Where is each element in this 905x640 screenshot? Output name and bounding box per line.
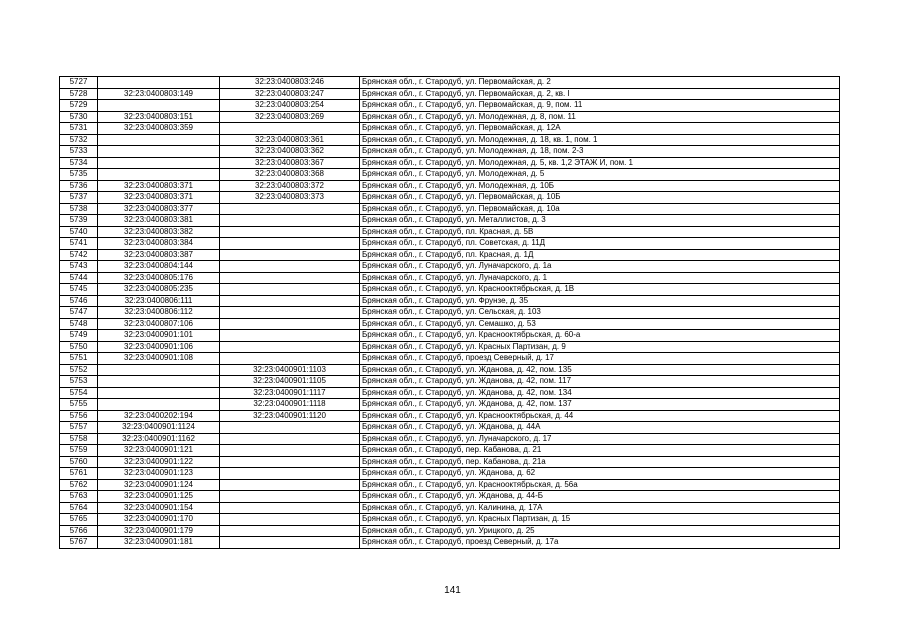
building-cadastral-cell — [220, 445, 360, 457]
building-cadastral-cell: 32:23:0400803:362 — [220, 146, 360, 158]
row-number-cell: 5756 — [60, 410, 98, 422]
address-cell: Брянская обл., г. Стародуб, ул. Красных Партизан, д. 9 — [360, 341, 840, 353]
table-row — [60, 330, 840, 342]
row-number-cell: 5746 — [60, 295, 98, 307]
table-row — [60, 514, 840, 526]
row-number-cell: 5757 — [60, 422, 98, 434]
table-row — [60, 422, 840, 434]
table-row — [60, 456, 840, 468]
page-number: 141 — [444, 585, 461, 596]
parcel-cadastral-cell: 32:23:0400803:371 — [98, 180, 220, 192]
parcel-cadastral-cell: 32:23:0400901:106 — [98, 341, 220, 353]
table-row — [60, 249, 840, 261]
row-number-cell: 5743 — [60, 261, 98, 273]
row-number-cell: 5766 — [60, 525, 98, 537]
address-cell: Брянская обл., г. Стародуб, ул. Сельская, д. 103 — [360, 307, 840, 319]
table-row — [60, 445, 840, 457]
building-cadastral-cell — [220, 502, 360, 514]
building-cadastral-cell: 32:23:0400901:1103 — [220, 364, 360, 376]
property-table-body — [60, 77, 840, 549]
building-cadastral-cell — [220, 318, 360, 330]
address-cell: Брянская обл., г. Стародуб, ул. Первомайская, д. 12А — [360, 123, 840, 135]
table-row — [60, 100, 840, 112]
address-cell: Брянская обл., г. Стародуб, ул. Жданова, д. 42, пом. 134 — [360, 387, 840, 399]
building-cadastral-cell: 32:23:0400803:246 — [220, 77, 360, 89]
building-cadastral-cell — [220, 261, 360, 273]
address-cell: Брянская обл., г. Стародуб, ул. Луначарского, д. 17 — [360, 433, 840, 445]
address-cell: Брянская обл., г. Стародуб, ул. Первомайская, д. 10Б — [360, 192, 840, 204]
table-row — [60, 318, 840, 330]
address-cell: Брянская обл., г. Стародуб, ул. Металлистов, д. 3 — [360, 215, 840, 227]
parcel-cadastral-cell — [98, 146, 220, 158]
parcel-cadastral-cell: 32:23:0400803:381 — [98, 215, 220, 227]
address-cell: Брянская обл., г. Стародуб, ул. Фрунзе, д. 35 — [360, 295, 840, 307]
building-cadastral-cell — [220, 249, 360, 261]
row-number-cell: 5733 — [60, 146, 98, 158]
parcel-cadastral-cell — [98, 134, 220, 146]
building-cadastral-cell — [220, 307, 360, 319]
building-cadastral-cell: 32:23:0400901:1118 — [220, 399, 360, 411]
address-cell: Брянская обл., г. Стародуб, ул. Краснооктябрьская, д. 1В — [360, 284, 840, 296]
building-cadastral-cell — [220, 433, 360, 445]
building-cadastral-cell: 32:23:0400803:247 — [220, 88, 360, 100]
table-row — [60, 146, 840, 158]
address-cell: Брянская обл., г. Стародуб, ул. Краснооктябрьская, д. 56а — [360, 479, 840, 491]
parcel-cadastral-cell: 32:23:0400901:122 — [98, 456, 220, 468]
table-row — [60, 226, 840, 238]
parcel-cadastral-cell: 32:23:0400901:1124 — [98, 422, 220, 434]
building-cadastral-cell: 32:23:0400901:1105 — [220, 376, 360, 388]
address-cell: Брянская обл., г. Стародуб, ул. Жданова, д. 62 — [360, 468, 840, 480]
building-cadastral-cell: 32:23:0400803:372 — [220, 180, 360, 192]
table-row — [60, 77, 840, 89]
building-cadastral-cell — [220, 422, 360, 434]
parcel-cadastral-cell: 32:23:0400803:371 — [98, 192, 220, 204]
building-cadastral-cell: 32:23:0400803:269 — [220, 111, 360, 123]
table-row — [60, 491, 840, 503]
address-cell: Брянская обл., г. Стародуб, ул. Молодежная, д. 18, пом. 2-3 — [360, 146, 840, 158]
building-cadastral-cell: 32:23:0400803:361 — [220, 134, 360, 146]
parcel-cadastral-cell: 32:23:0400804:144 — [98, 261, 220, 273]
row-number-cell: 5765 — [60, 514, 98, 526]
parcel-cadastral-cell: 32:23:0400901:179 — [98, 525, 220, 537]
parcel-cadastral-cell: 32:23:0400803:387 — [98, 249, 220, 261]
parcel-cadastral-cell: 32:23:0400806:111 — [98, 295, 220, 307]
table-row — [60, 111, 840, 123]
building-cadastral-cell: 32:23:0400901:1117 — [220, 387, 360, 399]
building-cadastral-cell — [220, 468, 360, 480]
table-row — [60, 387, 840, 399]
address-cell: Брянская обл., г. Стародуб, проезд Северный, д. 17 — [360, 353, 840, 365]
row-number-cell: 5729 — [60, 100, 98, 112]
parcel-cadastral-cell: 32:23:0400901:1162 — [98, 433, 220, 445]
row-number-cell: 5758 — [60, 433, 98, 445]
address-cell: Брянская обл., г. Стародуб, ул. Луначарского, д. 1а — [360, 261, 840, 273]
row-number-cell: 5740 — [60, 226, 98, 238]
parcel-cadastral-cell: 32:23:0400803:377 — [98, 203, 220, 215]
table-row — [60, 376, 840, 388]
table-row — [60, 215, 840, 227]
parcel-cadastral-cell: 32:23:0400807:106 — [98, 318, 220, 330]
parcel-cadastral-cell: 32:23:0400805:176 — [98, 272, 220, 284]
building-cadastral-cell: 32:23:0400803:368 — [220, 169, 360, 181]
table-row — [60, 169, 840, 181]
building-cadastral-cell — [220, 479, 360, 491]
parcel-cadastral-cell — [98, 387, 220, 399]
parcel-cadastral-cell — [98, 169, 220, 181]
parcel-cadastral-cell: 32:23:0400901:124 — [98, 479, 220, 491]
table-row — [60, 433, 840, 445]
row-number-cell: 5751 — [60, 353, 98, 365]
table-row — [60, 399, 840, 411]
row-number-cell: 5737 — [60, 192, 98, 204]
address-cell: Брянская обл., г. Стародуб, ул. Красных Партизан, д. 15 — [360, 514, 840, 526]
address-cell: Брянская обл., г. Стародуб, ул. Молодежная, д. 5 — [360, 169, 840, 181]
row-number-cell: 5738 — [60, 203, 98, 215]
parcel-cadastral-cell: 32:23:0400803:151 — [98, 111, 220, 123]
parcel-cadastral-cell — [98, 376, 220, 388]
table-row — [60, 272, 840, 284]
building-cadastral-cell — [220, 525, 360, 537]
building-cadastral-cell: 32:23:0400803:373 — [220, 192, 360, 204]
building-cadastral-cell — [220, 341, 360, 353]
address-cell: Брянская обл., г. Стародуб, ул. Молодежная, д. 5, кв. 1,2 ЭТАЖ И, пом. 1 — [360, 157, 840, 169]
address-cell: Брянская обл., г. Стародуб, ул. Жданова, д. 42, пом. 117 — [360, 376, 840, 388]
address-cell: Брянская обл., г. Стародуб, пл. Советская, д. 11Д — [360, 238, 840, 250]
table-row — [60, 123, 840, 135]
parcel-cadastral-cell: 32:23:0400901:125 — [98, 491, 220, 503]
table-row — [60, 468, 840, 480]
building-cadastral-cell — [220, 284, 360, 296]
parcel-cadastral-cell: 32:23:0400803:382 — [98, 226, 220, 238]
row-number-cell: 5727 — [60, 77, 98, 89]
address-cell: Брянская обл., г. Стародуб, ул. Семашко, д. 53 — [360, 318, 840, 330]
table-row — [60, 537, 840, 549]
row-number-cell: 5754 — [60, 387, 98, 399]
table-row — [60, 261, 840, 273]
address-cell: Брянская обл., г. Стародуб, ул. Краснооктябрьская, д. 44 — [360, 410, 840, 422]
parcel-cadastral-cell — [98, 77, 220, 89]
parcel-cadastral-cell — [98, 399, 220, 411]
row-number-cell: 5735 — [60, 169, 98, 181]
row-number-cell: 5753 — [60, 376, 98, 388]
address-cell: Брянская обл., г. Стародуб, проезд Северный, д. 17а — [360, 537, 840, 549]
row-number-cell: 5749 — [60, 330, 98, 342]
address-cell: Брянская обл., г. Стародуб, ул. Молодежная, д. 10Б — [360, 180, 840, 192]
row-number-cell: 5730 — [60, 111, 98, 123]
table-row — [60, 353, 840, 365]
parcel-cadastral-cell: 32:23:0400806:112 — [98, 307, 220, 319]
parcel-cadastral-cell — [98, 364, 220, 376]
address-cell: Брянская обл., г. Стародуб, пл. Красная, д. 1Д — [360, 249, 840, 261]
table-row — [60, 203, 840, 215]
table-row — [60, 364, 840, 376]
table-row — [60, 295, 840, 307]
parcel-cadastral-cell: 32:23:0400901:121 — [98, 445, 220, 457]
parcel-cadastral-cell: 32:23:0400805:235 — [98, 284, 220, 296]
row-number-cell: 5747 — [60, 307, 98, 319]
address-cell: Брянская обл., г. Стародуб, пер. Кабанова, д. 21 — [360, 445, 840, 457]
building-cadastral-cell — [220, 456, 360, 468]
building-cadastral-cell — [220, 330, 360, 342]
table-row — [60, 238, 840, 250]
row-number-cell: 5750 — [60, 341, 98, 353]
table-row — [60, 502, 840, 514]
row-number-cell: 5760 — [60, 456, 98, 468]
address-cell: Брянская обл., г. Стародуб, ул. Первомайская, д. 2 — [360, 77, 840, 89]
parcel-cadastral-cell: 32:23:0400901:101 — [98, 330, 220, 342]
parcel-cadastral-cell: 32:23:0400803:149 — [98, 88, 220, 100]
building-cadastral-cell — [220, 272, 360, 284]
table-row — [60, 525, 840, 537]
address-cell: Брянская обл., г. Стародуб, ул. Жданова, д. 44-Б — [360, 491, 840, 503]
address-cell: Брянская обл., г. Стародуб, ул. Краснооктябрьская, д. 60-а — [360, 330, 840, 342]
parcel-cadastral-cell — [98, 100, 220, 112]
building-cadastral-cell — [220, 123, 360, 135]
table-row — [60, 157, 840, 169]
building-cadastral-cell: 32:23:0400901:1120 — [220, 410, 360, 422]
address-cell: Брянская обл., г. Стародуб, ул. Молодежная, д. 18, кв. 1, пом. 1 — [360, 134, 840, 146]
address-cell: Брянская обл., г. Стародуб, ул. Калинина, д. 17А — [360, 502, 840, 514]
table-row — [60, 307, 840, 319]
table-row — [60, 180, 840, 192]
row-number-cell: 5739 — [60, 215, 98, 227]
parcel-cadastral-cell: 32:23:0400901:123 — [98, 468, 220, 480]
parcel-cadastral-cell — [98, 157, 220, 169]
building-cadastral-cell — [220, 238, 360, 250]
table-row — [60, 88, 840, 100]
row-number-cell: 5752 — [60, 364, 98, 376]
row-number-cell: 5736 — [60, 180, 98, 192]
address-cell: Брянская обл., г. Стародуб, ул. Первомайская, д. 2, кв. I — [360, 88, 840, 100]
building-cadastral-cell — [220, 203, 360, 215]
row-number-cell: 5732 — [60, 134, 98, 146]
row-number-cell: 5734 — [60, 157, 98, 169]
row-number-cell: 5731 — [60, 123, 98, 135]
row-number-cell: 5764 — [60, 502, 98, 514]
table-row — [60, 410, 840, 422]
building-cadastral-cell — [220, 514, 360, 526]
table-row — [60, 284, 840, 296]
table-row — [60, 192, 840, 204]
row-number-cell: 5763 — [60, 491, 98, 503]
building-cadastral-cell — [220, 215, 360, 227]
row-number-cell: 5759 — [60, 445, 98, 457]
building-cadastral-cell — [220, 295, 360, 307]
parcel-cadastral-cell: 32:23:0400901:181 — [98, 537, 220, 549]
building-cadastral-cell — [220, 537, 360, 549]
row-number-cell: 5755 — [60, 399, 98, 411]
property-table — [59, 76, 840, 549]
parcel-cadastral-cell: 32:23:0400202:194 — [98, 410, 220, 422]
row-number-cell: 5748 — [60, 318, 98, 330]
address-cell: Брянская обл., г. Стародуб, ул. Урицкого, д. 25 — [360, 525, 840, 537]
building-cadastral-cell — [220, 353, 360, 365]
address-cell: Брянская обл., г. Стародуб, пл. Красная, д. 5В — [360, 226, 840, 238]
parcel-cadastral-cell: 32:23:0400803:384 — [98, 238, 220, 250]
building-cadastral-cell: 32:23:0400803:367 — [220, 157, 360, 169]
row-number-cell: 5761 — [60, 468, 98, 480]
table-row — [60, 341, 840, 353]
address-cell: Брянская обл., г. Стародуб, ул. Молодежная, д. 8, пом. 11 — [360, 111, 840, 123]
parcel-cadastral-cell: 32:23:0400901:108 — [98, 353, 220, 365]
row-number-cell: 5745 — [60, 284, 98, 296]
address-cell: Брянская обл., г. Стародуб, ул. Луначарского, д. 1 — [360, 272, 840, 284]
building-cadastral-cell — [220, 226, 360, 238]
table-row — [60, 479, 840, 491]
row-number-cell: 5762 — [60, 479, 98, 491]
address-cell: Брянская обл., г. Стародуб, ул. Первомайская, д. 9, пом. 11 — [360, 100, 840, 112]
row-number-cell: 5728 — [60, 88, 98, 100]
building-cadastral-cell: 32:23:0400803:254 — [220, 100, 360, 112]
address-cell: Брянская обл., г. Стародуб, ул. Жданова, д. 42, пом. 137 — [360, 399, 840, 411]
parcel-cadastral-cell: 32:23:0400901:170 — [98, 514, 220, 526]
address-cell: Брянская обл., г. Стародуб, пер. Кабанова, д. 21а — [360, 456, 840, 468]
row-number-cell: 5744 — [60, 272, 98, 284]
row-number-cell: 5742 — [60, 249, 98, 261]
parcel-cadastral-cell: 32:23:0400901:154 — [98, 502, 220, 514]
address-cell: Брянская обл., г. Стародуб, ул. Жданова, д. 42, пом. 135 — [360, 364, 840, 376]
row-number-cell: 5741 — [60, 238, 98, 250]
table-row — [60, 134, 840, 146]
parcel-cadastral-cell: 32:23:0400803:359 — [98, 123, 220, 135]
address-cell: Брянская обл., г. Стародуб, ул. Первомайская, д. 10а — [360, 203, 840, 215]
row-number-cell: 5767 — [60, 537, 98, 549]
building-cadastral-cell — [220, 491, 360, 503]
address-cell: Брянская обл., г. Стародуб, ул. Жданова, д. 44А — [360, 422, 840, 434]
